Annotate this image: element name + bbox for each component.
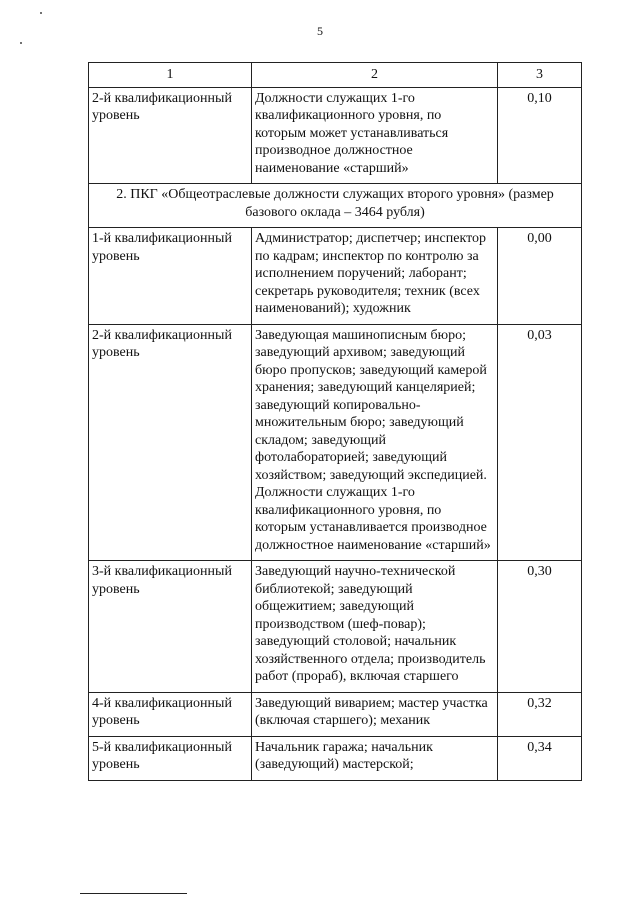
positions-list: Начальник гаража; начальник (заведующий) мастерской; bbox=[252, 736, 498, 780]
positions-list: Администратор; диспетчер; инспектор по кадрам; инспектор по контролю за исполнением поручений; лаборант; секретарь руководителя; техник (всех наименований); художник bbox=[252, 228, 498, 325]
coefficient-value: 0,00 bbox=[498, 228, 582, 325]
scan-speck bbox=[40, 12, 42, 14]
salary-coefficient-table bbox=[88, 62, 582, 781]
table-row bbox=[89, 324, 582, 561]
table-row bbox=[89, 692, 582, 736]
column-header: 1 bbox=[89, 63, 252, 88]
column-header: 3 bbox=[498, 63, 582, 88]
section-heading: 2. ПКГ «Общеотраслевые должности служащих второго уровня» (размер базового оклада – 3464 рубля) bbox=[89, 184, 582, 228]
qualification-level: 2-й квалификационный уровень bbox=[89, 324, 252, 561]
positions-list: Заведующий научно-технической библиотекой; заведующий общежитием; заведующий производством (шеф-повар); заведующий столовой; начальник хозяйственного отдела; производитель работ (прораб), включая старшего bbox=[252, 561, 498, 693]
qualification-level: 5-й квалификационный уровень bbox=[89, 736, 252, 780]
qualification-level: 4-й квалификационный уровень bbox=[89, 692, 252, 736]
qualification-level: 2-й квалификационный уровень bbox=[89, 87, 252, 184]
table-row bbox=[89, 561, 582, 693]
section-row bbox=[89, 184, 582, 228]
scan-speck bbox=[20, 42, 22, 44]
footnote-separator bbox=[80, 893, 187, 894]
table-row bbox=[89, 736, 582, 780]
coefficient-value: 0,32 bbox=[498, 692, 582, 736]
qualification-level: 3-й квалификационный уровень bbox=[89, 561, 252, 693]
coefficient-value: 0,03 bbox=[498, 324, 582, 561]
coefficient-value: 0,30 bbox=[498, 561, 582, 693]
qualification-level: 1-й квалификационный уровень bbox=[89, 228, 252, 325]
column-header: 2 bbox=[252, 63, 498, 88]
table-row bbox=[89, 87, 582, 184]
positions-list: Заведующая машинописным бюро; заведующий архивом; заведующий бюро пропусков; заведующий камерой хранения; заведующий канцелярией; заведующий копировально-множительным бюро; заведующий складом; заведующий фотолабораторией; заведующий хозяйством; заведующий экспедицией. Должности служащих 1-го квалификационного уровня, по которым устанавливается производное должностное наименование «старший» bbox=[252, 324, 498, 561]
positions-list: Заведующий виварием; мастер участка (включая старшего); механик bbox=[252, 692, 498, 736]
coefficient-value: 0,34 bbox=[498, 736, 582, 780]
table-header-row bbox=[89, 63, 582, 88]
page-number: 5 bbox=[317, 24, 323, 38]
table-row bbox=[89, 228, 582, 325]
positions-list: Должности служащих 1-го квалификационного уровня, по которым может устанавливаться производное должностное наименование «старший» bbox=[252, 87, 498, 184]
coefficient-value: 0,10 bbox=[498, 87, 582, 184]
